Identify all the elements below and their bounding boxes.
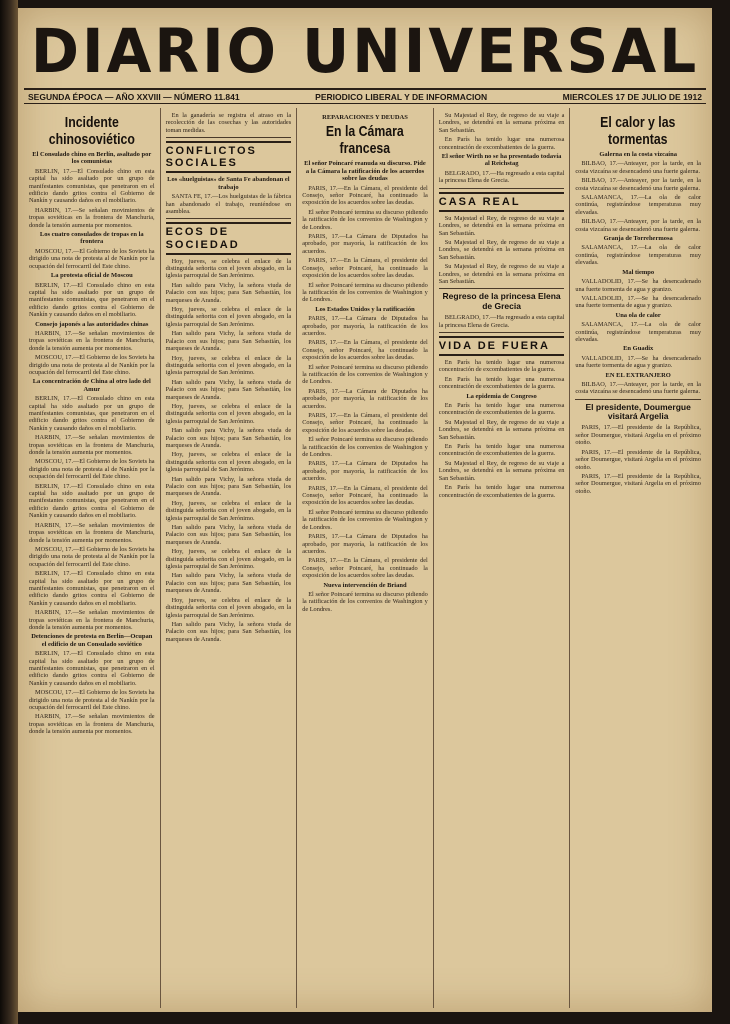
subhead: Galerna en la costa vizcaína [599,151,677,158]
article-paragraph: PARIS, 17.—La Cámara de Diputados ha aprobado, por mayoría, la ratificación de los acuerdos. [302,387,428,410]
article-paragraph: Su Majestad el Rey, de regreso de su viaje a Londres, se detendrá en la semana próxima en San Sebastián. [438,418,565,441]
subhead: El señor Poincaré reanuda su discurso. Pide a la Cámara la ratificación de los acuerdos sobre las deudas [304,160,426,183]
article-paragraph: SANTA FE, 17.—Los huelguistas de la fábrica han abandonado el trabajo, reuniéndose en asamblea. [165,193,292,216]
column-1 [24,108,161,1008]
article-paragraph: PARIS, 17.—El presidente de la República, señor Doumergue, visitará Argelia en el próximo otoño. [575,448,701,471]
article-paragraph: VALLADOLID, 17.—Se ha desencadenado una fuerte tormenta de agua y granizo. [575,278,701,293]
article-paragraph: MOSCOU, 17.—El Gobierno de los Soviets ha dirigido una nota de protesta al de Nankín por la ocupación del ferrocarril del Este chino. [29,354,155,376]
article-paragraph: BERLIN, 17.—El Consulado chino en esta capital ha sido asaltado por un grupo de manifestantes comunistas, que penetraron en el edificio dando gritos contra el Gobierno de Nankín y causando daños en el mobiliario. [29,482,155,520]
article-paragraph: PARIS, 17.—El presidente de la República, señor Doumergue, visitará Argelia en el próximo otoño. [575,472,701,495]
headline-doumergue: El presidente, Doumergue visitará Argelia [585,401,691,422]
masthead-title: DIARIO UNIVERSAL [30,15,700,87]
article-paragraph: BERLIN, 17.—El Consulado chino en esta capital ha sido asaltado por un grupo de manifestantes comunistas, que penetraron en el edificio dando gritos contra el Gobierno de Nankín y causando daños en el mobiliario. [29,650,155,687]
article-paragraph: SALAMANCA, 17.—La ola de calor continúa, registrándose temperaturas muy elevadas. [575,321,701,343]
article-paragraph: Hoy, jueves, se celebra el enlace de la distinguida señorita con el joven abogado, en la iglesia parroquial de San Jerónimo. [165,499,292,522]
subhead: El señor Wirth no se ha presentado todavía al Reichstag [441,153,562,168]
article-paragraph: VALLADOLID, 17.—Se ha desencadenado una fuerte tormenta de agua y granizo. [575,294,701,310]
page-spine-edge [0,0,18,1024]
edition-info: SEGUNDA ÉPOCA — AÑO XXVIII — NÚMERO 11.841 [28,91,240,102]
article-paragraph: Su Majestad el Rey, de regreso de su viaje a Londres, se detendrá en la semana próxima en San Sebastián. [438,238,565,261]
article-paragraph: Su Majestad el Rey, de regreso de su viaje a Londres, se detendrá en la semana próxima en San Sebastián. [438,459,565,482]
article-paragraph: En París ha tenido lugar una numerosa concentración de excombatientes de la guerra. [438,359,565,374]
article-paragraph: PARIS, 17.—En la Cámara, el presidente del Consejo, señor Poincaré, ha continuado la exposición de los acuerdos sobre las deudas. [302,484,428,507]
article-paragraph: BERLIN, 17.—El Consulado chino en esta capital ha sido asaltado por un grupo de manifestantes comunistas, que penetraron en el edificio dando gritos contra el Gobierno de Nankín y causando daños en el mobiliario. [29,167,155,205]
article-paragraph: MOSCOU, 17.—El Gobierno de los Soviets ha dirigido una nota de protesta al de Nankín por la ocupación del ferrocarril del Este chino. [29,247,155,270]
article-paragraph: Hoy, jueves, se celebra el enlace de la distinguida señorita con el joven abogado, en la iglesia parroquial de San Jerónimo. [165,451,292,474]
article-paragraph: Hoy, jueves, se celebra el enlace de la distinguida señorita con el joven abogado, en la iglesia parroquial de San Jerónimo. [165,257,292,280]
article-paragraph: HARBIN, 17.—Se señalan movimientos de tropas soviéticas en la frontera de Manchuria, donde la tensión aumenta por momentos. [29,329,155,352]
headline-casa-real: CASA REAL [439,192,565,212]
subhead: Los Estados Unidos y la ratificación [315,305,415,313]
headline-princesa: Regreso de la princesa Elena de Grecia [442,291,561,311]
article-paragraph: Hoy, jueves, se celebra el enlace de la distinguida señorita con el joven abogado, en la iglesia parroquial de San Jerónimo. [165,354,292,377]
article-paragraph: SALAMANCA, 17.—La ola de calor continúa, registrándose temperaturas muy elevadas. [575,194,701,216]
article-paragraph: HARBIN, 17.—Se señalan movimientos de tropas soviéticas en la frontera de Manchuria, donde la tensión aumenta por momentos. [29,521,155,544]
headline-conflictos: CONFLICTOS SOCIALES [166,141,292,173]
article-paragraph: Han salido para Vichy, la señora viuda de Palacio con sus hijos; para San Sebastián, los marqueses de Aranda. [165,330,292,353]
article-paragraph: Hoy, jueves, se celebra el enlace de la distinguida señorita con el joven abogado, en la iglesia parroquial de San Jerónimo. [165,306,292,328]
column-4 [434,108,571,1008]
column-3 [297,108,434,1008]
article-paragraph: BILBAO, 17.—Anteayer, por la tarde, en la costa vizcaína se desencadenó una fuerte galerna. [575,218,701,233]
article-paragraph: Hoy, jueves, se celebra el enlace de la distinguida señorita con el joven abogado, en la iglesia parroquial de San Jerónimo. [165,548,292,571]
article-paragraph: MOSCOU, 17.—El Gobierno de los Soviets ha dirigido una nota de protesta al de Nankín por la ocupación del ferrocarril del Este chino. [29,545,155,568]
article-paragraph: Hoy, jueves, se celebra el enlace de la distinguida señorita con el joven abogado, en la iglesia parroquial de San Jerónimo. [165,402,292,425]
headline-vida-fuera: VIDA DE FUERA [439,336,565,356]
subhead: En Guadix [623,345,654,353]
article-paragraph: Han salido para Vichy, la señora viuda de Palacio con sus hijos; para San Sebastián, los marqueses de Aranda. [165,572,292,595]
article-paragraph: HARBIN, 17.—Se señalan movimientos de tropas soviéticas en la frontera de Manchuria, donde la tensión aumenta por momentos. [29,609,155,631]
subhead: Granja de Torrehermosa [603,235,673,243]
article-paragraph: Hoy, jueves, se celebra el enlace de la distinguida señorita con el joven abogado, en la iglesia parroquial de San Jerónimo. [165,596,292,619]
masthead-subline [24,88,706,104]
article-paragraph: HARBIN, 17.—Se señalan movimientos de tropas soviéticas en la frontera de Manchuria, donde la tensión aumenta por momentos. [29,713,155,736]
article-paragraph: PARIS, 17.—En la Cámara, el presidente del Consejo, señor Poincaré, ha continuado la exposición de los acuerdos sobre las deudas. [302,557,428,580]
headline-camara: En la Cámara francesa [326,123,404,157]
divider [166,137,292,138]
article-paragraph: PARIS, 17.—La Cámara de Diputados ha aprobado, por mayoría, la ratificación de los acuerdos. [302,233,428,255]
newspaper-tagline: PERIODICO LIBERAL Y DE INFORMACION [315,91,488,102]
article-paragraph: MOSCOU, 17.—El Gobierno de los Soviets ha dirigido una nota de protesta al de Nankín por la ocupación del ferrocarril del Este chino. [29,458,155,481]
article-paragraph: El señor Poincaré termina su discurso pidiendo la ratificación de los convenios de Washington y de Londres. [302,436,428,459]
article-paragraph: BELGRADO, 17.—Ha regresado a esta capital la princesa Elena de Grecia. [438,169,565,185]
subhead: Los «huelguistas» de Santa Fe abandonan el trabajo [167,176,290,191]
article-paragraph: PARIS, 17.—El presidente de la República, señor Doumergue, visitará Argelia en el próximo otoño. [575,424,701,447]
article-paragraph: HARBIN, 17.—Se señalan movimientos de tropas soviéticas en la frontera de Manchuria, donde la tensión aumenta por momentos. [29,434,155,457]
issue-date: MIERCOLES 17 DE JULIO DE 1912 [562,91,702,102]
article-paragraph: BILBAO, 17.—Anteayer, por la tarde, en la costa vizcaína se desencadenó una fuerte galerna. [575,177,701,192]
column-2 [161,108,298,1008]
column-5 [570,108,706,1008]
article-paragraph: El señor Poincaré termina su discurso pidiendo la ratificación de los convenios de Washington y de Londres. [302,508,428,531]
article-paragraph: PARIS, 17.—En la Cámara, el presidente del Consejo, señor Poincaré, ha continuado la exposición de los acuerdos sobre las deudas. [302,257,428,280]
article-paragraph: PARIS, 17.—En la Cámara, el presidente del Consejo, señor Poincaré, ha continuado la exposición de los acuerdos sobre las deudas. [302,184,428,207]
article-paragraph: El señor Poincaré termina su discurso pidiendo la ratificación de los convenios de Washington y de Londres. [302,590,428,613]
article-paragraph: PARIS, 17.—La Cámara de Diputados ha aprobado, por mayoría, la ratificación de los acuerdos. [302,533,428,555]
article-paragraph: BILBAO, 17.—Anteayer, por la tarde, en la costa vizcaína se desencadenó una fuerte galerna. [575,380,701,396]
article-paragraph: Su Majestad el Rey, de regreso de su viaje a Londres, se detendrá en la semana próxima en San Sebastián. [438,112,565,134]
article-paragraph: BERLIN, 17.—El Consulado chino en esta capital ha sido asaltado por un grupo de manifestantes comunistas, que penetraron en el edificio dando gritos contra el Gobierno de Nankín y causando daños en el mobiliario. [29,395,155,432]
article-paragraph: El señor Poincaré termina su discurso pidiendo la ratificación de los convenios de Washington y de Londres. [302,208,428,231]
kicker: REPARACIONES Y DEUDAS [322,114,408,121]
headline-ecos: ECOS DE SOCIEDAD [166,222,292,254]
article-paragraph: En París ha tenido lugar una numerosa concentración de excombatientes de la guerra. [438,443,565,458]
article-paragraph: El señor Poincaré termina su discurso pidiendo la ratificación de los convenios de Washington y de Londres. [302,281,428,304]
article-paragraph: Han salido para Vichy, la señora viuda de Palacio con sus hijos; para San Sebastián, los marqueses de Aranda. [165,524,292,546]
subhead: Mal tiempo [622,268,655,276]
article-paragraph: BILBAO, 17.—Anteayer, por la tarde, en la costa vizcaína se desencadenó una fuerte galerna. [575,160,701,175]
article-paragraph: HARBIN, 17.—Se señalan movimientos de tropas soviéticas en la frontera de Manchuria, donde la tensión aumenta por momentos. [29,206,155,229]
article-paragraph: En París ha tenido lugar una numerosa concentración de excombatientes de la guerra. [438,136,565,151]
article-paragraph: En la ganadería se registra el atraso en la recolección de las cosechas y las autoridades toman medidas. [165,112,292,134]
article-paragraph: Han salido para Vichy, la señora viuda de Palacio con sus hijos; para San Sebastián, los marqueses de Aranda. [165,620,292,643]
subhead: La concentración de China al otro lado del Amur [32,378,151,393]
article-paragraph: En París ha tenido lugar una numerosa concentración de excombatientes de la guerra. [438,484,565,499]
subhead: Consejo japonés a las autoridades chinas [35,320,149,328]
article-paragraph: Su Majestad el Rey, de regreso de su viaje a Londres, se detendrá en la semana próxima en San Sebastián. [438,263,565,285]
article-paragraph: En París ha tenido lugar una numerosa concentración de excombatientes de la guerra. [438,375,565,391]
subhead: Detenciones de protesta en Berlín—Ocupan el edificio de un Consulado soviético [31,633,153,648]
article-paragraph: Han salido para Vichy, la señora viuda de Palacio con sus hijos; para San Sebastián, los marqueses de Aranda. [165,475,292,498]
article-paragraph: BERLIN, 17.—El Consulado chino en esta capital ha sido asaltado por un grupo de manifestantes comunistas, que penetraron en el edificio dando gritos contra el Gobierno de Nankín y causando daños en el mobiliario. [29,570,155,607]
article-paragraph: Han salido para Vichy, la señora viuda de Palacio con sus hijos; para San Sebastián, los marqueses de Aranda. [165,378,292,401]
article-paragraph: PARIS, 17.—La Cámara de Diputados ha aprobado, por mayoría, la ratificación de los acuerdos. [302,315,428,337]
subhead: La protesta oficial de Moscou [50,272,133,280]
article-paragraph: Su Majestad el Rey, de regreso de su viaje a Londres, se detendrá en la semana próxima en San Sebastián. [438,214,565,237]
headline-calor: El calor y las tormentas [600,114,676,148]
article-paragraph: PARIS, 17.—En la Cámara, el presidente del Consejo, señor Poincaré, ha continuado la exposición de los acuerdos sobre las deudas. [302,412,428,434]
subhead: Una ola de calor [615,311,661,319]
subhead: Nueva intervención de Briand [323,581,407,589]
article-paragraph: En París ha tenido lugar una numerosa concentración de excombatientes de la guerra. [438,402,565,417]
divider [439,288,565,289]
subhead: El Consulado chino en Berlín, asaltado por los comunistas [32,151,152,166]
article-paragraph: MOSCOU, 17.—El Gobierno de los Soviets ha dirigido una nota de protesta al de Nankín por la ocupación del ferrocarril del Este chino. [29,689,155,712]
newspaper-page [18,8,712,1012]
article-paragraph: Han salido para Vichy, la señora viuda de Palacio con sus hijos; para San Sebastián, los marqueses de Aranda. [165,281,292,304]
article-paragraph: BERLIN, 17.—El Consulado chino en esta capital ha sido asaltado por un grupo de manifestantes comunistas, que penetraron en el edificio dando gritos contra el Gobierno de Nankín y causando daños en el mobiliario. [29,281,155,319]
subhead: Los cuatro consulados de tropas en la frontera [39,231,144,246]
divider [439,188,565,189]
article-paragraph: El señor Poincaré termina su discurso pidiendo la ratificación de los convenios de Washington y de Londres. [302,363,428,386]
subhead: EN EL EXTRANJERO [605,371,671,379]
article-columns [24,108,706,1008]
divider [575,399,701,400]
divider [166,218,292,219]
subhead: La epidemia de Congreso [466,392,537,400]
article-paragraph: Han salido para Vichy, la señora viuda de Palacio con sus hijos; para San Sebastián, los marqueses de Aranda. [165,427,292,449]
article-paragraph: VALLADOLID, 17.—Se ha desencadenado una fuerte tormenta de agua y granizo. [575,354,701,370]
article-paragraph: PARIS, 17.—La Cámara de Diputados ha aprobado, por mayoría, la ratificación de los acuerdos. [302,460,428,483]
divider [439,332,565,333]
article-paragraph: BELGRADO, 17.—Ha regresado a esta capital la princesa Elena de Grecia. [438,314,565,329]
headline-incidente: Incidente chinosoviético [48,114,135,148]
article-paragraph: PARIS, 17.—En la Cámara, el presidente del Consejo, señor Poincaré, ha continuado la exposición de los acuerdos sobre las deudas. [302,339,428,362]
article-paragraph: SALAMANCA, 17.—La ola de calor continúa, registrándose temperaturas muy elevadas. [575,244,701,267]
